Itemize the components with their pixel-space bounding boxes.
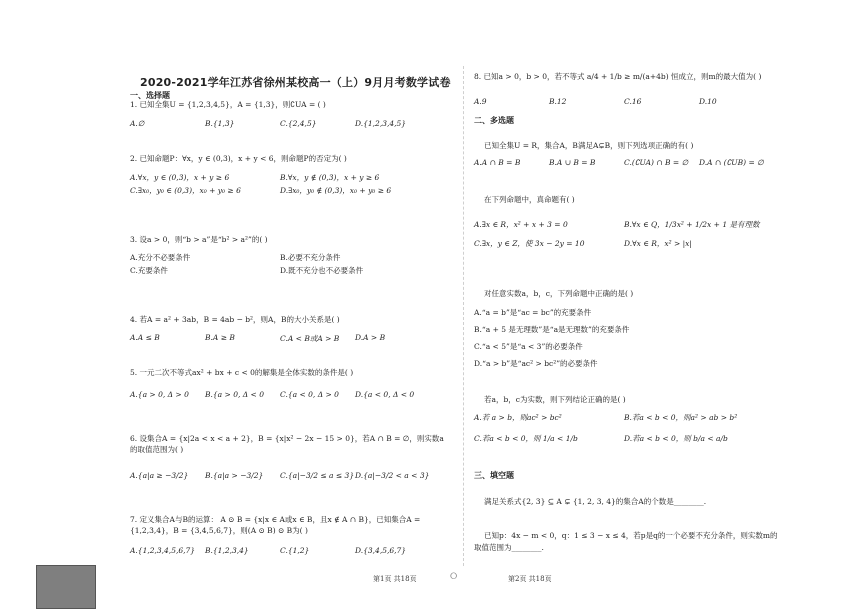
q6-opt-c: C.{a|−3/2 ≤ a ≤ 3} [280, 471, 355, 480]
q2-opt-d: D.∃x₀，y₀ ∉ (0,3)，x₀ + y₀ ≥ 6 [280, 186, 392, 195]
multi-question-1: 已知全集U = R，集合A，B满足A⊊B，则下列选项正确的有( ) [484, 141, 694, 150]
m1-opt-b: B.A ∪ B = B [549, 158, 596, 167]
q1-opt-a: A.∅ [130, 119, 145, 128]
q4-opt-b: B.A ≥ B [205, 333, 235, 342]
m1-opt-c: C.(∁UA) ∩ B = ∅ [624, 158, 689, 167]
question-4: 4. 若A = a² + 3ab，B = 4ab − b²，则A，B的大小关系是( ) [130, 315, 340, 324]
q5-opt-a: A.{a > 0, Δ > 0 [130, 390, 189, 399]
footer-page-left: 第1页 共18页 [373, 575, 417, 583]
q3-opt-c: C.充要条件 [130, 266, 168, 275]
q6-opt-b: B.{a|a > −3/2} [205, 471, 264, 480]
q1-opt-c: C.{2,4,5} [280, 119, 317, 128]
page-title: 2020-2021学年江苏省徐州某校高一（上）9月月考数学试卷 [140, 76, 451, 89]
question-6-cont: 的取值范围为( ) [130, 445, 184, 454]
q5-opt-d: D.{a < 0, Δ < 0 [355, 390, 415, 399]
section-single-choice: 一、选择题 [130, 91, 170, 100]
multi-question-4: 若a，b，c为实数，则下列结论正确的是( ) [484, 395, 626, 404]
q1-opt-d: D.{1,2,3,4,5} [355, 119, 407, 128]
q7-opt-d: D.{3,4,5,6,7} [355, 546, 407, 555]
q8-opt-a: A.9 [474, 97, 487, 106]
m2-opt-b: B.∀x ∈ Q，1/3x² + 1/2x + 1 是有理数 [624, 220, 760, 229]
m4-opt-c: C.若a < b < 0，则 1/a < 1/b [474, 434, 578, 443]
q6-opt-a: A.{a|a ≥ −3/2} [130, 471, 189, 480]
q7-opt-c: C.{1,2} [280, 546, 310, 555]
footer-page-right: 第2页 共18页 [508, 575, 552, 583]
question-2: 2. 已知命题P：∀x，y ∈ (0,3)，x + y < 6，则命题P的否定为( ) [130, 154, 347, 163]
q5-opt-c: C.{a < 0, Δ > 0 [280, 390, 339, 399]
q3-opt-d: D.既不充分也不必要条件 [280, 266, 364, 275]
m4-opt-a: A.若 a > b，则ac² > bc² [474, 413, 562, 422]
m2-opt-a: A.∃x ∈ R，x² + x + 3 = 0 [474, 220, 568, 229]
m1-opt-a: A.A ∩ B = B [474, 158, 521, 167]
q1-opt-b: B.{1,3} [205, 119, 235, 128]
binding-ring-icon: ⭘ [450, 572, 458, 582]
question-8: 8. 已知a > 0，b > 0，若不等式 a/4 + 1/b ≥ m/(a+4b) 恒成立，则m的最大值为( ) [474, 72, 762, 81]
fill-question-1: 满足关系式{2, 3} ⊆ A ⊊ {1, 2, 3, 4}的集合A的个数是________. [484, 497, 707, 506]
q2-opt-b: B.∀x，y ∉ (0,3)，x + y ≥ 6 [280, 173, 380, 182]
q7-opt-a: A.{1,2,3,4,5,6,7} [130, 546, 196, 555]
gray-placeholder-block [36, 565, 96, 609]
m2-opt-c: C.∃x，y ∈ Z，使 3x − 2y = 10 [474, 239, 585, 248]
question-1: 1. 已知全集U = {1,2,3,4,5}，A = {1,3}，则∁UA = ( ) [130, 100, 326, 109]
q4-opt-c: C.A < B或A > B [280, 334, 340, 343]
question-6: 6. 设集合A = {x|2a < x < a + 2}，B = {x|x² − 2x − 15 > 0}，若A ∩ B = ∅，则实数a [130, 434, 444, 443]
q4-opt-a: A.A ≤ B [130, 333, 160, 342]
question-7: 7. 定义集合A与B的运算： A ⊙ B = {x|x ∈ A或x ∈ B，且x ∉ A ∩ B}，已知集合A = [130, 515, 421, 524]
q8-opt-d: D.10 [699, 97, 717, 106]
question-5: 5. 一元二次不等式ax² + bx + c < 0的解集是全体实数的条件是( ) [130, 368, 354, 377]
q3-opt-b: B.必要不充分条件 [280, 253, 341, 262]
m1-opt-d: D.A ∩ (∁UB) = ∅ [699, 158, 764, 167]
fill-question-2: 已知p：4x − m < 0，q：1 ≤ 3 − x ≤ 4，若p是q的一个必要不充分条件，则实数m的 [484, 531, 778, 540]
m2-opt-d: D.∀x ∈ R，x² > |x| [624, 239, 692, 248]
m4-opt-d: D.若a < b < 0，则 b/a < a/b [624, 434, 728, 443]
column-divider [463, 66, 464, 566]
m3-opt-a: A.“a = b”是“ac = bc”的充要条件 [474, 308, 592, 317]
section-multi-choice: 二、多选题 [474, 116, 514, 125]
q5-opt-b: B.{a > 0, Δ < 0 [205, 390, 264, 399]
m4-opt-b: B.若a < b < 0，则a² > ab > b² [624, 413, 738, 422]
q2-opt-a: A.∀x，y ∈ (0,3)，x + y ≥ 6 [130, 173, 230, 182]
section-fill-blank: 三、填空题 [474, 471, 514, 480]
m3-opt-b: B.“a + 5 是无理数”是“a是无理数”的充要条件 [474, 325, 630, 334]
question-7-cont: {1,2,3,4}，B = {3,4,5,6,7}，则(A ⊙ B) ⊙ B为( ) [130, 526, 308, 535]
q4-opt-d: D.A > B [355, 333, 386, 342]
fill-question-2-cont: 取值范围为________. [474, 543, 544, 552]
q6-opt-d: D.{a|−3/2 < a < 3} [355, 471, 430, 480]
q8-opt-c: C.16 [624, 97, 642, 106]
m3-opt-c: C.“a < 5”是“a < 3”的必要条件 [474, 342, 583, 351]
q7-opt-b: B.{1,2,3,4} [205, 546, 249, 555]
question-3: 3. 设a > 0，则“b > a”是“b² > a²”的( ) [130, 235, 268, 244]
q3-opt-a: A.充分不必要条件 [130, 253, 191, 262]
multi-question-2: 在下列命题中，真命题有( ) [484, 195, 575, 204]
m3-opt-d: D.“a > b”是“ac² > bc²”的必要条件 [474, 359, 598, 368]
q8-opt-b: B.12 [549, 97, 567, 106]
multi-question-3: 对任意实数a，b，c，下列命题中正确的是( ) [484, 289, 634, 298]
q2-opt-c: C.∃x₀，y₀ ∈ (0,3)，x₀ + y₀ ≥ 6 [130, 186, 241, 195]
